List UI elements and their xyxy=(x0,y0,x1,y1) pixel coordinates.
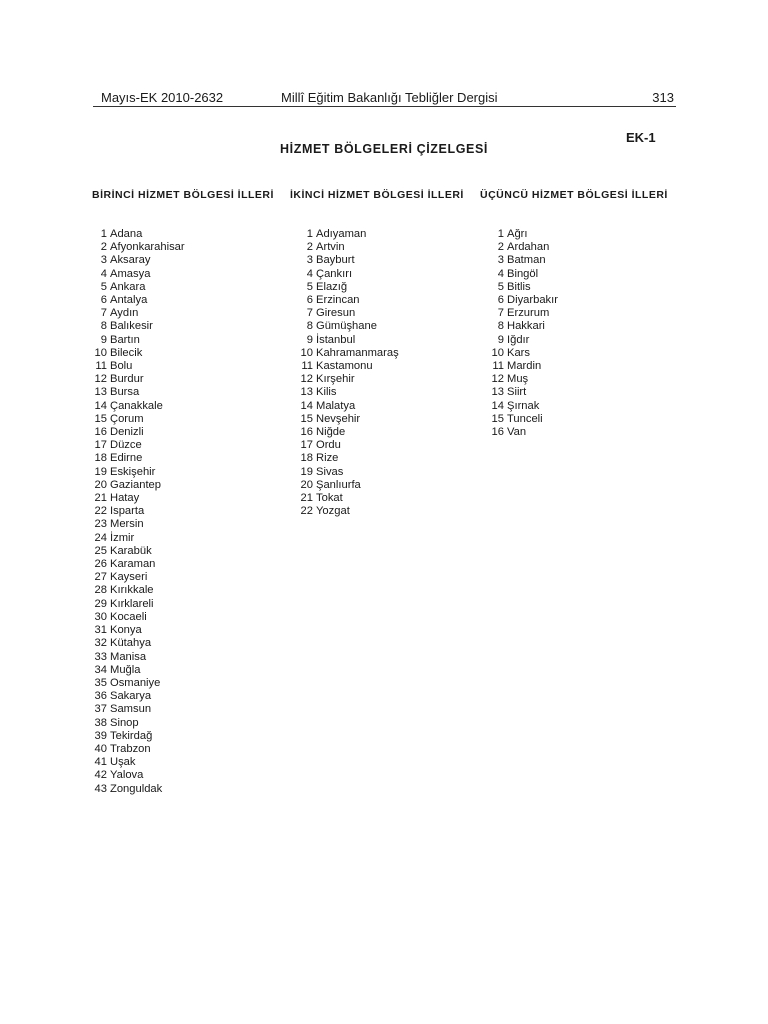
province-name: Çankırı xyxy=(316,267,353,280)
province-name: Elazığ xyxy=(316,280,348,293)
province-name: Amasya xyxy=(110,267,151,280)
province-name: Tokat xyxy=(316,492,343,505)
province-name: Isparta xyxy=(110,505,145,518)
province-list-item xyxy=(93,413,185,426)
province-number: 7 xyxy=(497,307,504,320)
province-list-item xyxy=(490,400,558,413)
province-list-item xyxy=(93,505,185,518)
third-region-province-list xyxy=(490,228,558,439)
province-list-item xyxy=(93,334,185,347)
province-number: 18 xyxy=(300,452,313,465)
province-name: Osmaniye xyxy=(110,676,161,689)
province-number: 7 xyxy=(306,307,313,320)
province-number: 32 xyxy=(94,637,107,650)
province-name: İstanbul xyxy=(316,333,356,346)
province-number: 24 xyxy=(94,531,107,544)
province-list-item xyxy=(299,505,399,518)
province-number: 16 xyxy=(94,426,107,439)
province-name: Denizli xyxy=(110,426,144,439)
province-name: Konya xyxy=(110,624,142,637)
province-name: Kastamonu xyxy=(316,360,373,373)
province-list-item xyxy=(299,320,399,333)
province-list-item xyxy=(93,294,185,307)
province-list-item xyxy=(299,334,399,347)
province-name: Mersin xyxy=(110,518,144,531)
province-name: Çanakkale xyxy=(110,399,163,412)
province-name: Samsun xyxy=(110,703,152,716)
province-name: Bayburt xyxy=(316,254,355,267)
province-list-item xyxy=(93,452,185,465)
province-number: 13 xyxy=(491,386,504,399)
province-number: 12 xyxy=(300,373,313,386)
province-number: 3 xyxy=(100,254,107,267)
province-name: Mardin xyxy=(507,360,542,373)
column-heading-third-region: ÜÇÜNCÜ HİZMET BÖLGESİ İLLERİ xyxy=(480,189,668,201)
province-name: Ağrı xyxy=(507,228,528,240)
province-name: Sinop xyxy=(110,716,139,729)
province-list-item xyxy=(299,307,399,320)
province-list-item xyxy=(299,241,399,254)
page-title: HİZMET BÖLGELERİ ÇİZELGESİ xyxy=(280,142,488,156)
province-number: 9 xyxy=(100,333,107,346)
province-list-item xyxy=(93,664,185,677)
header-divider xyxy=(93,106,676,107)
province-list-item xyxy=(93,703,185,716)
province-number: 4 xyxy=(100,267,107,280)
province-number: 33 xyxy=(94,650,107,663)
province-number: 2 xyxy=(306,241,313,254)
province-list-item xyxy=(490,294,558,307)
province-list-item xyxy=(299,373,399,386)
province-list-item xyxy=(93,769,185,782)
province-number: 19 xyxy=(300,465,313,478)
province-name: Yalova xyxy=(110,769,144,782)
province-number: 41 xyxy=(94,756,107,769)
province-list-item xyxy=(490,228,558,241)
province-name: Çorum xyxy=(110,412,144,425)
province-number: 17 xyxy=(300,439,313,452)
province-name: Bartın xyxy=(110,333,140,346)
province-list-item xyxy=(299,400,399,413)
province-number: 5 xyxy=(497,280,504,293)
province-name: Düzce xyxy=(110,439,142,452)
province-number: 16 xyxy=(300,426,313,439)
province-name: Manisa xyxy=(110,650,147,663)
province-list-item xyxy=(93,373,185,386)
province-name: Van xyxy=(507,426,527,439)
province-number: 15 xyxy=(94,412,107,425)
province-list-item xyxy=(93,386,185,399)
province-name: Kırşehir xyxy=(316,373,355,386)
province-number: 36 xyxy=(94,690,107,703)
province-name: Aydın xyxy=(110,307,139,320)
province-list-item xyxy=(93,492,185,505)
province-number: 40 xyxy=(94,742,107,755)
province-name: Kahramanmaraş xyxy=(316,346,399,359)
column-heading-first-region: BİRİNCİ HİZMET BÖLGESİ İLLERİ xyxy=(92,189,274,201)
province-list-item xyxy=(93,651,185,664)
province-list-item xyxy=(490,360,558,373)
first-region-province-list xyxy=(93,228,185,796)
province-number: 16 xyxy=(491,426,504,439)
province-list-item xyxy=(299,228,399,241)
province-number: 14 xyxy=(491,399,504,412)
province-list-item xyxy=(299,360,399,373)
province-name: Erzincan xyxy=(316,294,360,307)
province-list-item xyxy=(93,611,185,624)
province-name: Kırklareli xyxy=(110,597,154,610)
province-name: Tunceli xyxy=(507,412,543,425)
province-name: Yozgat xyxy=(316,505,350,518)
province-list-item xyxy=(93,426,185,439)
province-list-item xyxy=(299,439,399,452)
province-list-item xyxy=(299,466,399,479)
province-name: Bolu xyxy=(110,360,133,373)
province-number: 10 xyxy=(94,346,107,359)
province-number: 3 xyxy=(497,254,504,267)
province-list-item xyxy=(93,360,185,373)
province-name: Bursa xyxy=(110,386,140,399)
province-list-item xyxy=(299,386,399,399)
province-number: 21 xyxy=(94,492,107,505)
province-list-item xyxy=(93,307,185,320)
province-name: Niğde xyxy=(316,426,346,439)
province-list-item xyxy=(490,307,558,320)
province-list-item xyxy=(490,334,558,347)
province-name: Erzurum xyxy=(507,307,550,320)
province-name: Bitlis xyxy=(507,280,531,293)
province-list-item xyxy=(93,268,185,281)
province-number: 1 xyxy=(306,228,313,240)
province-name: Kars xyxy=(507,346,531,359)
province-number: 2 xyxy=(497,241,504,254)
province-name: Ordu xyxy=(316,439,341,452)
province-number: 10 xyxy=(300,346,313,359)
column-heading-second-region: İKİNCİ HİZMET BÖLGESİ İLLERİ xyxy=(290,189,464,201)
province-number: 5 xyxy=(100,280,107,293)
province-list-item xyxy=(299,413,399,426)
province-name: Afyonkarahisar xyxy=(110,241,185,254)
province-number: 27 xyxy=(94,571,107,584)
province-number: 4 xyxy=(306,267,313,280)
province-list-item xyxy=(93,637,185,650)
province-number: 3 xyxy=(306,254,313,267)
province-number: 25 xyxy=(94,544,107,557)
province-name: Iğdır xyxy=(507,333,530,346)
page-number: 313 xyxy=(652,90,674,105)
province-list-item xyxy=(93,624,185,637)
province-list-item xyxy=(93,690,185,703)
province-number: 13 xyxy=(300,386,313,399)
province-list-item xyxy=(490,254,558,267)
province-list-item xyxy=(93,466,185,479)
journal-title: Millî Eğitim Bakanlığı Tebliğler Dergisi xyxy=(281,90,498,105)
province-number: 8 xyxy=(306,320,313,333)
province-number: 20 xyxy=(94,478,107,491)
province-name: Edirne xyxy=(110,452,143,465)
province-name: Ankara xyxy=(110,280,146,293)
province-list-item xyxy=(490,413,558,426)
province-list-item xyxy=(93,254,185,267)
province-list-item xyxy=(299,254,399,267)
province-name: Rize xyxy=(316,452,339,465)
province-list-item xyxy=(299,294,399,307)
province-number: 13 xyxy=(94,386,107,399)
province-number: 31 xyxy=(94,624,107,637)
province-name: Gümüşhane xyxy=(316,320,377,333)
province-number: 7 xyxy=(100,307,107,320)
province-name: Adıyaman xyxy=(316,228,367,240)
province-list-item xyxy=(93,518,185,531)
province-list-item xyxy=(93,558,185,571)
province-name: Bilecik xyxy=(110,346,143,359)
province-name: Aksaray xyxy=(110,254,151,267)
province-number: 42 xyxy=(94,769,107,782)
province-list-item xyxy=(93,756,185,769)
province-list-item xyxy=(490,281,558,294)
province-list-item xyxy=(490,386,558,399)
province-list-item xyxy=(299,426,399,439)
province-list-item xyxy=(93,783,185,796)
province-name: Sakarya xyxy=(110,690,152,703)
province-name: Kilis xyxy=(316,386,337,399)
province-name: Zonguldak xyxy=(110,782,163,795)
province-list-item xyxy=(490,241,558,254)
province-number: 9 xyxy=(497,333,504,346)
province-number: 2 xyxy=(100,241,107,254)
province-number: 17 xyxy=(94,439,107,452)
province-list-item xyxy=(299,452,399,465)
province-number: 20 xyxy=(300,478,313,491)
province-number: 18 xyxy=(94,452,107,465)
province-number: 6 xyxy=(306,294,313,307)
province-name: Gaziantep xyxy=(110,478,161,491)
province-list-item xyxy=(93,571,185,584)
province-name: Sivas xyxy=(316,465,344,478)
province-number: 21 xyxy=(300,492,313,505)
province-name: Antalya xyxy=(110,294,148,307)
province-name: İzmir xyxy=(110,531,135,544)
province-number: 15 xyxy=(300,412,313,425)
province-name: Kocaeli xyxy=(110,610,147,623)
province-list-item xyxy=(490,373,558,386)
province-number: 26 xyxy=(94,558,107,571)
province-list-item xyxy=(299,281,399,294)
province-number: 14 xyxy=(94,399,107,412)
page-header xyxy=(93,89,676,107)
issue-label: Mayıs-EK 2010-2632 xyxy=(101,90,224,105)
province-name: Şanlıurfa xyxy=(316,478,361,491)
province-number: 22 xyxy=(300,505,313,518)
province-name: Artvin xyxy=(316,241,345,254)
province-name: Adana xyxy=(110,228,143,240)
province-number: 12 xyxy=(491,373,504,386)
province-list-item xyxy=(93,347,185,360)
province-list-item xyxy=(93,743,185,756)
second-region-province-list xyxy=(299,228,399,518)
province-name: Ardahan xyxy=(507,241,550,254)
annex-label: EK-1 xyxy=(626,130,656,145)
province-list-item xyxy=(93,320,185,333)
province-name: Kırıkkale xyxy=(110,584,154,597)
province-name: Hatay xyxy=(110,492,140,505)
province-name: Kayseri xyxy=(110,571,148,584)
province-name: Nevşehir xyxy=(316,412,361,425)
province-name: Malatya xyxy=(316,399,356,412)
province-name: Bingöl xyxy=(507,267,539,280)
province-number: 1 xyxy=(497,228,504,240)
province-number: 37 xyxy=(94,703,107,716)
province-number: 11 xyxy=(301,360,313,373)
province-list-item xyxy=(490,268,558,281)
province-number: 9 xyxy=(306,333,313,346)
province-number: 12 xyxy=(94,373,107,386)
province-number: 38 xyxy=(94,716,107,729)
province-list-item xyxy=(299,347,399,360)
province-name: Balıkesir xyxy=(110,320,153,333)
province-name: Burdur xyxy=(110,373,144,386)
province-number: 8 xyxy=(497,320,504,333)
province-number: 10 xyxy=(491,346,504,359)
province-name: Siirt xyxy=(507,386,527,399)
province-number: 14 xyxy=(300,399,313,412)
province-list-item xyxy=(299,479,399,492)
province-name: Tekirdağ xyxy=(110,729,153,742)
province-number: 6 xyxy=(497,294,504,307)
province-list-item xyxy=(299,492,399,505)
province-number: 11 xyxy=(95,360,107,373)
province-number: 28 xyxy=(94,584,107,597)
province-name: Karaman xyxy=(110,558,156,571)
province-number: 8 xyxy=(100,320,107,333)
province-number: 22 xyxy=(94,505,107,518)
province-number: 43 xyxy=(94,782,107,795)
province-name: Eskişehir xyxy=(110,465,156,478)
province-name: Muğla xyxy=(110,663,141,676)
province-number: 19 xyxy=(94,465,107,478)
province-number: 6 xyxy=(100,294,107,307)
province-list-item xyxy=(299,268,399,281)
province-list-item xyxy=(93,228,185,241)
province-name: Trabzon xyxy=(110,742,151,755)
province-name: Diyarbakır xyxy=(507,294,558,307)
province-number: 30 xyxy=(94,610,107,623)
province-name: Batman xyxy=(507,254,546,267)
province-number: 23 xyxy=(94,518,107,531)
province-name: Giresun xyxy=(316,307,356,320)
province-list-item xyxy=(93,281,185,294)
province-list-item xyxy=(93,532,185,545)
province-number: 15 xyxy=(491,412,504,425)
province-number: 29 xyxy=(94,597,107,610)
province-number: 4 xyxy=(497,267,504,280)
province-name: Uşak xyxy=(110,756,136,769)
province-number: 5 xyxy=(306,280,313,293)
province-name: Kütahya xyxy=(110,637,152,650)
province-name: Hakkari xyxy=(507,320,545,333)
province-number: 34 xyxy=(94,663,107,676)
province-name: Karabük xyxy=(110,544,152,557)
province-list-item xyxy=(93,730,185,743)
province-list-item xyxy=(93,479,185,492)
province-list-item xyxy=(93,677,185,690)
province-name: Şırnak xyxy=(507,399,540,412)
province-list-item xyxy=(93,545,185,558)
province-number: 11 xyxy=(492,360,504,373)
province-list-item xyxy=(490,426,558,439)
province-list-item xyxy=(93,584,185,597)
province-name: Muş xyxy=(507,373,529,386)
province-list-item xyxy=(490,347,558,360)
province-list-item xyxy=(93,439,185,452)
province-list-item xyxy=(93,598,185,611)
province-number: 1 xyxy=(100,228,107,240)
province-number: 35 xyxy=(94,676,107,689)
province-number: 39 xyxy=(94,729,107,742)
province-list-item xyxy=(93,241,185,254)
province-list-item xyxy=(93,717,185,730)
province-list-item xyxy=(490,320,558,333)
province-list-item xyxy=(93,400,185,413)
